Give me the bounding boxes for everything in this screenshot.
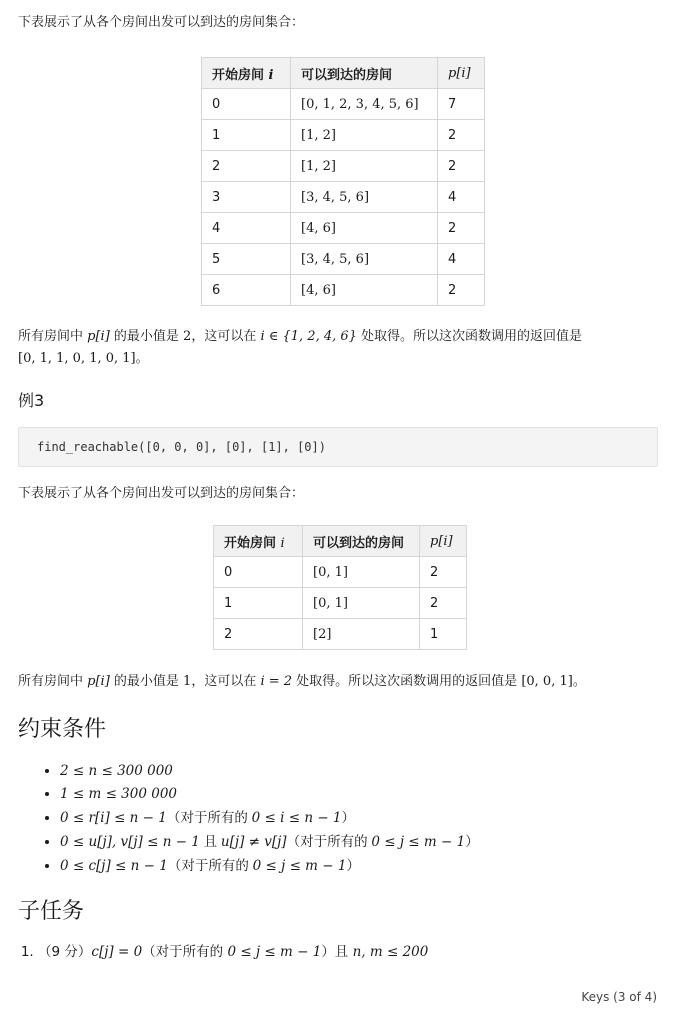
math-p-i: p[i] (87, 674, 110, 689)
cell-p: 4 (438, 244, 485, 275)
constraints-title: 约束条件 (18, 717, 107, 742)
header-start-room: 开始房间 i (202, 58, 291, 89)
subtasks-list (18, 940, 428, 964)
text: 所有房间中 (18, 329, 88, 344)
math: 0 ≤ j ≤ m − 1 (252, 858, 347, 874)
table-row (202, 151, 485, 182)
code-block: find_reachable([0, 0, 0], [0], [1], [0]) (18, 427, 658, 467)
page-footer: Keys (3 of 4) (581, 990, 657, 1004)
cell-room: 4 (202, 213, 291, 244)
cell-room: 2 (202, 151, 291, 182)
list-item (60, 854, 479, 878)
text: 。 (572, 674, 586, 689)
intro-text-2: 下表展示了从各个房间出发可以到达的房间集合： (18, 486, 305, 501)
cell-room: 0 (214, 557, 303, 588)
math: c[j] = 0 (91, 944, 143, 960)
math-eq: i = 2 (260, 674, 293, 689)
math: 0 ≤ i ≤ n − 1 (251, 810, 342, 826)
cell-reachable: [4, 6] (291, 275, 438, 306)
cell-reachable: [3, 4, 5, 6] (291, 244, 438, 275)
list-item (60, 806, 479, 830)
subtasks-title: 子任务 (18, 899, 85, 924)
text: 的最小值是 (109, 329, 184, 344)
cell-room: 0 (202, 89, 291, 120)
cell-room: 5 (202, 244, 291, 275)
cell-p: 7 (438, 89, 485, 120)
cell-p: 2 (438, 213, 485, 244)
header-start-room: 开始房间 i (214, 526, 303, 557)
math: 1 ≤ m ≤ 300 000 (60, 786, 178, 802)
cell-p: 2 (420, 588, 467, 619)
table-row (202, 244, 485, 275)
math: u[j] ≠ v[j] (220, 834, 287, 850)
math-result: [0, 0, 1] (521, 674, 573, 689)
text: 所有房间中 (18, 674, 88, 689)
math-set: i ∈ {1, 2, 4, 6} (260, 329, 357, 344)
text: （9 分） (38, 944, 92, 960)
math-min: 2 (183, 329, 192, 344)
cell-reachable: [1, 2] (291, 151, 438, 182)
math: 0 ≤ u[j], v[j] ≤ n − 1 (60, 834, 200, 850)
cell-p: 2 (420, 557, 467, 588)
text: （对于所有的 (286, 834, 372, 849)
text: ，这可以在 (191, 329, 261, 344)
text: （对于所有的 (142, 944, 228, 960)
cell-p: 2 (438, 275, 485, 306)
table-row (202, 275, 485, 306)
cell-p: 4 (438, 182, 485, 213)
text: 处取得。所以这次函数调用的返回值是 (292, 674, 522, 689)
list-item (60, 760, 479, 783)
table-header-row (202, 58, 485, 89)
reachability-table-2 (213, 525, 467, 650)
math-result: [0, 1, 1, 0, 1, 0, 1] (18, 351, 136, 366)
cell-reachable: [0, 1] (303, 588, 420, 619)
text: ） (341, 810, 356, 825)
text: （对于所有的 (166, 810, 252, 825)
example-3-title: 例3 (18, 391, 45, 410)
cell-p: 2 (438, 120, 485, 151)
math: 0 ≤ j ≤ m − 1 (227, 944, 322, 960)
table-header-row (214, 526, 467, 557)
summary-text-1 (18, 326, 658, 370)
list-item (60, 783, 479, 806)
math-min: 1 (183, 674, 192, 689)
table-row (202, 182, 485, 213)
constraints-list (18, 760, 479, 878)
text: 的最小值是 (109, 674, 184, 689)
cell-reachable: [2] (303, 619, 420, 650)
cell-reachable: [4, 6] (291, 213, 438, 244)
table-row (214, 557, 467, 588)
table-row (202, 89, 485, 120)
text: 。 (135, 351, 149, 366)
text: ，这可以在 (191, 674, 261, 689)
reachability-table-1 (201, 57, 485, 306)
header-reachable-rooms: 可以到达的房间 (303, 526, 420, 557)
cell-room: 6 (202, 275, 291, 306)
table-row (214, 619, 467, 650)
cell-p: 1 (420, 619, 467, 650)
math: 0 ≤ r[i] ≤ n − 1 (60, 810, 167, 826)
text: 且 (199, 834, 221, 849)
header-p-i: p[i] (420, 526, 467, 557)
text: 处取得。所以这次函数调用的返回值是 (356, 329, 583, 344)
text: ） (465, 834, 479, 849)
cell-reachable: [1, 2] (291, 120, 438, 151)
cell-p: 2 (438, 151, 485, 182)
cell-room: 1 (202, 120, 291, 151)
math: 0 ≤ c[j] ≤ n − 1 (60, 858, 168, 874)
table-row (214, 588, 467, 619)
math: 2 ≤ n ≤ 300 000 (60, 763, 173, 779)
summary-text-2 (18, 671, 663, 693)
cell-room: 1 (214, 588, 303, 619)
text: ） (346, 858, 360, 873)
header-reachable-rooms: 可以到达的房间 (291, 58, 438, 89)
cell-reachable: [0, 1] (303, 557, 420, 588)
cell-reachable: [0, 1, 2, 3, 4, 5, 6] (291, 89, 438, 120)
table-row (202, 120, 485, 151)
text: （对于所有的 (167, 858, 253, 873)
text: ）且 (321, 944, 353, 960)
math: 0 ≤ j ≤ m − 1 (371, 834, 466, 850)
cell-room: 2 (214, 619, 303, 650)
header-p-i: p[i] (438, 58, 485, 89)
math-p-i: p[i] (87, 329, 110, 344)
table-row (202, 213, 485, 244)
list-item (38, 940, 428, 964)
math: n, m ≤ 200 (352, 944, 429, 960)
cell-room: 3 (202, 182, 291, 213)
intro-text-1: 下表展示了从各个房间出发可以到达的房间集合： (18, 15, 305, 30)
cell-reachable: [3, 4, 5, 6] (291, 182, 438, 213)
list-item (60, 830, 479, 854)
